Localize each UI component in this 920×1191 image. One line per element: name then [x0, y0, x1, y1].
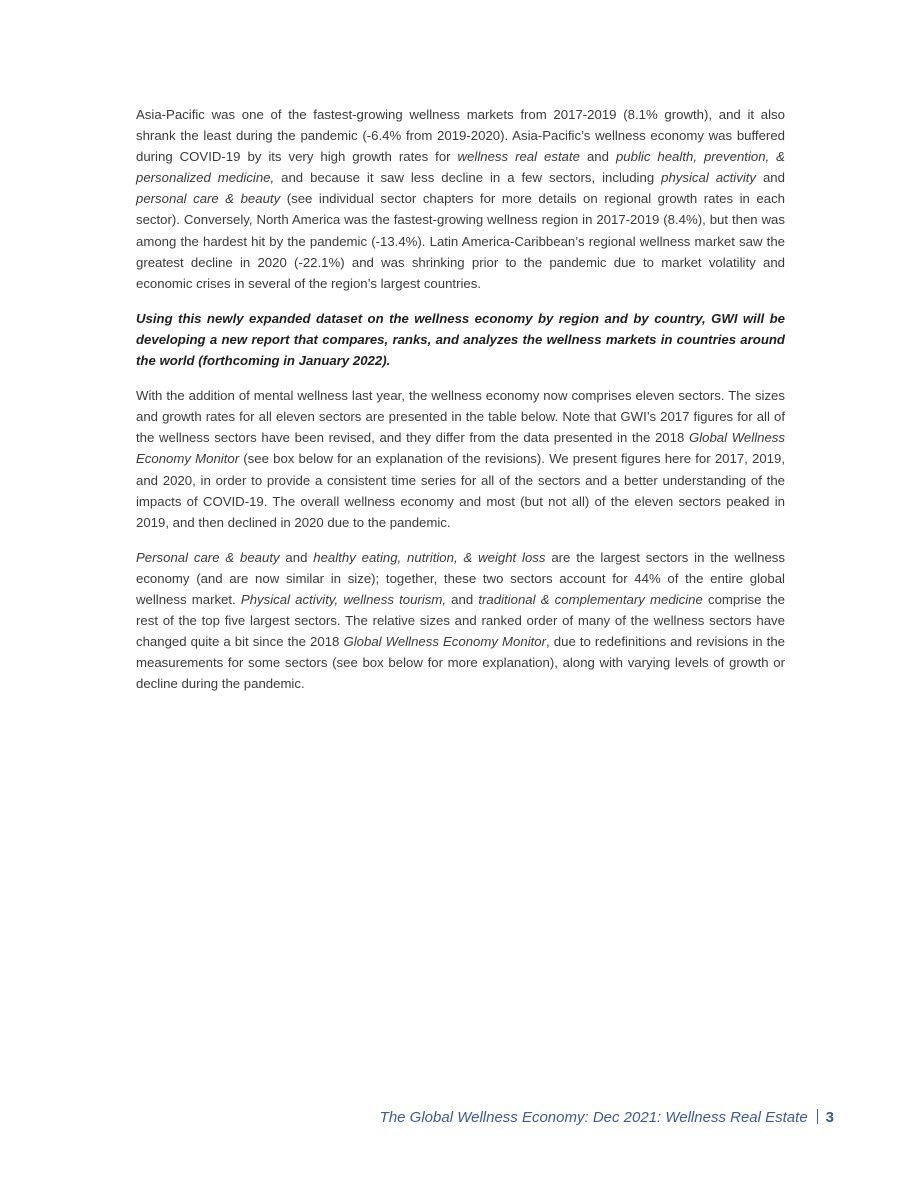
italic-text-run: Personal care & beauty: [136, 549, 280, 565]
text-run: and: [756, 170, 785, 186]
text-run: and: [446, 591, 479, 607]
page-footer: [0, 1108, 834, 1128]
italic-text-run: public health, prevention, & personalized medicine,: [136, 149, 785, 186]
italic-text-run: healthy eating, nutrition, & weight loss: [313, 549, 546, 565]
italic-text-run: wellness real estate: [457, 149, 580, 165]
text-run: Using this newly expanded dataset on the wellness economy by region and by country, GWI will be developing a new report that compares, ranks, and analyzes the wellness markets in countries around the world (forthcoming in January 2022).: [136, 310, 785, 369]
paragraph-eleven-sectors: [136, 385, 785, 533]
italic-text-run: Global Wellness Economy Monitor: [343, 634, 547, 650]
text-run: With the addition of mental wellness last year, the wellness economy now comprises eleven sectors. The sizes and growth rates for all eleven sectors are presented in the table below. Note that GWI’s 2017 figures for all of the wellness sectors have been revised, and they differ from the data presented in the 2018: [136, 388, 785, 446]
text-run: and: [279, 549, 314, 565]
text-run: (see individual sector chapters for more details on regional growth rates in each sector). Conversely, North America was the fastest-growing wellness region in 2017-2019 (8.4%), but then was among the hardest hit by the pandemic (-13.4%). Latin America-Caribbean’s regional wellness market saw the greatest decline in 2020 (-22.1%) and was shrinking prior to the pandemic due to market volatility and economic crises in several of the region’s largest countries.: [136, 191, 786, 291]
paragraph-gwi-report-note: [136, 308, 785, 371]
text-run: (see box below for an explanation of the revisions). We present figures here for 2017, 2019, and 2020, in order to provide a consistent time series for all of the sectors and a better understanding of the impacts of COVID-19. The overall wellness economy and most (but not all) of the eleven sectors peaked in 2019, and then declined in 2020 due to the pandemic.: [136, 451, 785, 530]
text-run: are the largest sectors in the wellness economy (and are now similar in size); together, these two sectors account for 44% of the entire global wellness market.: [136, 549, 785, 607]
page-number: 3: [825, 1109, 834, 1126]
italic-text-run: Physical activity, wellness tourism,: [240, 591, 446, 607]
text-run: comprise the rest of the top five largest sectors. The relative sizes and ranked order of many of the wellness sectors have changed quite a bit since the 2018: [136, 591, 785, 650]
page-body: [136, 104, 785, 708]
text-run: , due to redefinitions and revisions in the measurements for some sectors (see box below for more explanation), along with varying levels of growth or decline during the pandemic.: [136, 634, 785, 692]
footer-title: The Global Wellness Economy: Dec 2021: Wellness Real Estate: [379, 1109, 808, 1126]
paragraph-asia-pacific: [136, 104, 785, 294]
text-run: Asia-Pacific was one of the fastest-growing wellness markets from 2017-2019 (8.1% growth), and it also shrank the least during the pandemic (-6.4% from 2019-2020). Asia-Pacific’s wellness economy was buffered during COVID-19 by its very high growth rates for: [136, 107, 785, 165]
italic-text-run: physical activity: [661, 170, 757, 186]
text-run: and because it saw less decline in a few sectors, including: [274, 170, 662, 186]
italic-text-run: Global Wellness Economy Monitor: [136, 430, 785, 467]
italic-text-run: personal care & beauty: [136, 191, 281, 207]
paragraph-largest-sectors: [136, 547, 785, 695]
footer-divider: [817, 1109, 818, 1124]
italic-text-run: traditional & complementary medicine: [478, 591, 703, 607]
text-run: and: [579, 149, 616, 165]
